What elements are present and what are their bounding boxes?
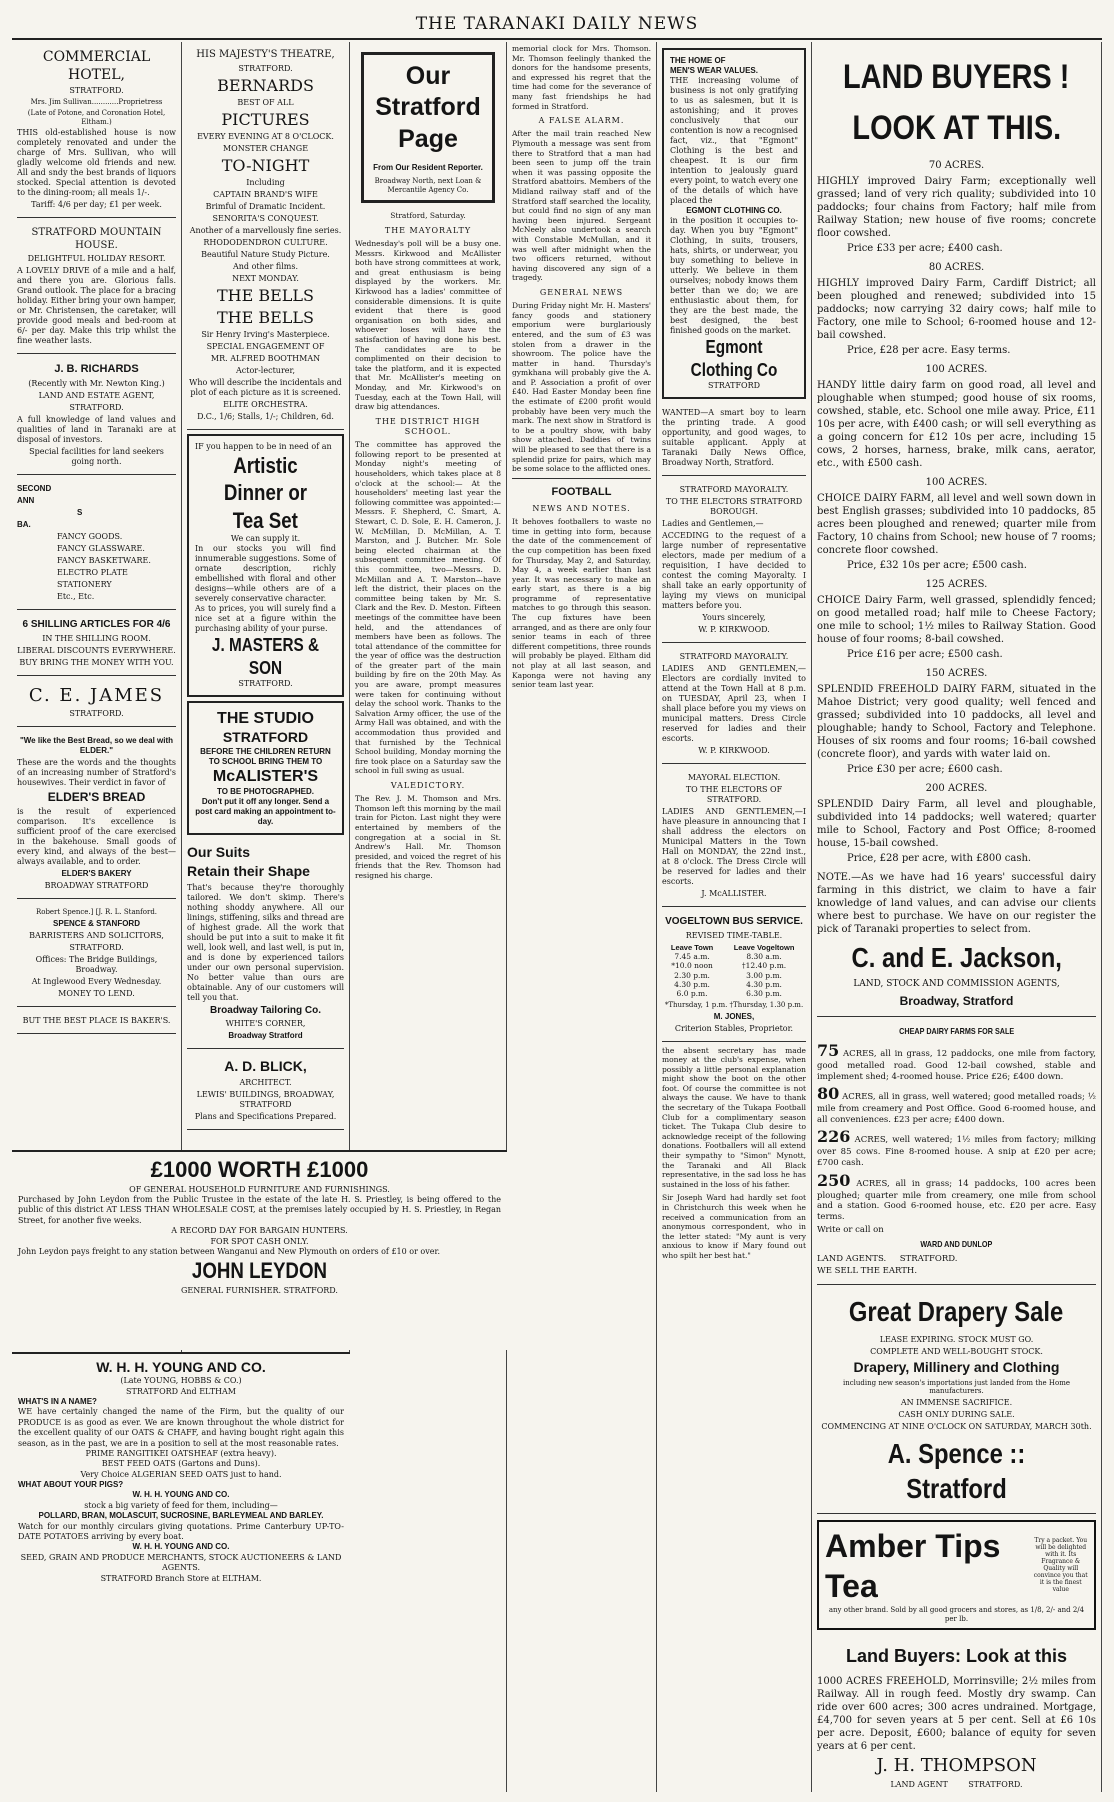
false-alarm-text: After the mail train reached New Plymouth a message was sent from there to Stratford that a man had been seen to jump off the train when it was passing opposite the Stratford abattoirs. Members of the Midland railway staff and of the Stratford staff searched the locality, but could find no sign of any man having been injured. Sergeant McNeely also undertook a search with Constable McMullan, and it was well after midnight when the two officers returned, without having discovered any sign of a tragedy. (512, 129, 651, 283)
theatre-captain: CAPTAIN BRAND'S WIFE (213, 189, 318, 199)
timetable-cell: 7.45 a.m. (674, 951, 710, 961)
farm-acres: 125 ACRES. (925, 579, 988, 590)
mountain-house-title: STRATFORD MOUNTAIN HOUSE. (31, 227, 162, 251)
masters-title-2: Tea Set (232, 507, 299, 533)
football-heading: FOOTBALL (551, 485, 612, 498)
james-title: C. E. JAMES (28, 684, 165, 706)
ward-article: Sir Joseph Ward had hardly set foot in Christchurch this week when he received a communication from an anonymous correspondent, who in the letter stated: "My aunt is very anxious to know if Mary found out who spilt her best hat." (662, 1193, 806, 1260)
young-feeds: POLLARD, BRAN, MOLASCUIT, SUCROSINE, BARLEYMEAL AND BARLEY. (38, 1511, 324, 1521)
thompson-ad (817, 1636, 1096, 1793)
leydon-freight: John Leydon pays freight to any station between Wanganui and New Plymouth on orders of £10 or over. (18, 1246, 440, 1256)
jackson-note: NOTE.—As we have had 16 years' successful dairy farming in this district, we claim to have a fair knowledge of land values, and can advise our clients where best to purchase. We have on our register the pick of Taranaki properties to select from. (817, 872, 1096, 935)
thompson-body: 1000 ACRES FREEHOLD, Morrinsville; 2½ miles from Railway. All in rough feed. Mostly dry swamp. Can ride over 600 acres; 300 acres undrained. Mortgage, £4,700 for seven years at 5 per cent. Sell at £6 10s per acre. Deposit, £600; balance of equity for seven years at 6 per cent. (817, 1676, 1096, 1752)
column-4 (507, 42, 657, 1792)
farm-listing (817, 261, 1096, 357)
elders-ad (17, 731, 176, 899)
drapery-lease: LEASE EXPIRING. STOCK MUST GO. (879, 1335, 1034, 1344)
young-q2: WHAT ABOUT YOUR PIGS? (18, 1480, 124, 1490)
masters-body2: As to prices, you will surely find a nice set at a figure within the purchasing ability of your purse. (195, 604, 336, 633)
farm-listing (817, 363, 1096, 470)
timetable-row (662, 971, 806, 980)
spence-offices: Offices: The Bridge Buildings, Broadway. (35, 954, 158, 974)
article-lead: memorial clock for Mrs. Thomson. Mr. Thomson feelingly thanked the donors for the handsome presents, and expressed his regret that the time had come for the severance of many fast friendships he had formed in Stratford. (512, 44, 651, 111)
ward-dunlop-place: STRATFORD. (899, 1253, 958, 1264)
timetable-cell: 8.30 a.m. (746, 951, 782, 961)
second-hand-line-3: S (77, 508, 83, 517)
theatre-reciter: Actor-lecturer, (235, 365, 295, 375)
theatre-including: Including (246, 177, 285, 187)
spence-inglewood: At Inglewood Every Wednesday. (31, 976, 162, 986)
studio-ad (187, 701, 344, 835)
kirkwood-head: STRATFORD MAYORALTY. (679, 485, 789, 494)
football-article: the absent secretary has made money at the club's expense, when possibly a little personal explanation might show the boot on the other foot. Of course the committee is not always the cause. We have to thank the secretary of the Tukapa Football Club for a complimentary season ticket. The Tukapa Club desire to acknowledge receipt of the following donations. Footballers will all extend their sympathy to "Simon" Mynott, the Taranaki and All Black representative, in the sad loss he has sustained in the loss of his father. (662, 1045, 806, 1189)
masters-place: STRATFORD. (238, 679, 293, 688)
second-hand-line-4: BA. (17, 520, 31, 529)
theatre-bernards: BERNARDS (217, 75, 314, 95)
amber-side: Try a packet. You will be delighted with it. Its Fragrance & Quality will convince you that it is the finest value (1033, 1537, 1088, 1593)
egmont-firm-inline: EGMONT CLOTHING CO. (686, 206, 782, 215)
drapery-complete: COMPLETE AND WELL-BOUGHT STOCK. (870, 1347, 1043, 1356)
farm-body: HIGHLY improved Dairy Farm, Cardiff District; all been ploughed and renewed; subdivided into 15 paddocks; now carrying 32 dairy cows; half mile to Factory, one mile to School; 6-roomed house and 12-bail cowshed. (817, 278, 1096, 341)
amber-sold: any other brand. Sold by all good grocers and stores, as 1/8, 2/- and 2/4 per lb. (828, 1606, 1085, 1623)
mcallister-head: MAYORAL ELECTION. (687, 773, 781, 782)
farm-listing (817, 476, 1096, 572)
farm-acres: 80 ACRES. (928, 262, 985, 273)
football-continued (662, 1046, 806, 1261)
cheap-item (817, 1127, 1096, 1168)
general-news-text: During Friday night Mr. H. Masters' fancy goods and stationery emporium were burglariously entered, and the sum of £3 was stolen from a drawer in the showroom. The police have the matter in hand. Thursday's gymkhana will probably give the A. and P. Association a profit of over £40. Had Easter Monday been fine the estimate of £200 profit would probably have been very much the mark. The next show in Stratford is to be a poultry show, with baby show attached. Daddies of twins will be pleased to see that there is a splendid prize for pairs, which may be some solace to the afflicted ones. (512, 301, 651, 474)
theatre-beautiful: Beautiful Nature Study Picture. (201, 249, 330, 259)
farm-price: Price, £28 per acre. Easy terms. (847, 345, 1011, 356)
farm-acres: 200 ACRES. (925, 783, 988, 794)
vogeltown-role: Criterion Stables, Proprietor. (674, 1023, 794, 1033)
theatre-other: And other films. (232, 261, 298, 271)
cheap-dairy-farms-ad (817, 1021, 1096, 1285)
vogeltown-name: M. JONES, (713, 1011, 755, 1021)
timetable-row (662, 980, 806, 989)
young-best: BEST FEED OATS (Gartons and Duns). (101, 1459, 261, 1469)
thompson-role (817, 1780, 1096, 1790)
young-prime: PRIME RANGITIKEI OATSHEAF (extra heavy). (85, 1448, 277, 1458)
masthead (12, 6, 1102, 40)
shilling-room-ad (17, 614, 176, 676)
theatre-place: STRATFORD. (238, 63, 293, 73)
farm-body: SPLENDID Dairy Farm, all level and ploughable, subdivided into 14 paddocks; well watered; quarter mile to School, Factory and Post Office; 8-roomed house, 15-bail cowshed. (817, 799, 1096, 849)
ward-dunlop-firm: WARD AND DUNLOP (920, 1239, 993, 1250)
theatre-irving: Sir Henry Irving's Masterpiece. (201, 329, 330, 339)
ward-dunlop-agents-label: LAND AGENTS. (817, 1253, 887, 1264)
fancy-item: ELECTRO PLATE (57, 568, 128, 577)
studio-place: STRATFORD (222, 729, 309, 745)
school-text: The committee has approved the following report to be presented at Monday night's meeting of householders, which takes place at 8 o'clock at the school:— At the householders' meeting last year the following committee was appointed:—Messrs. F. Shepherd, C. Smart, A. Stewart, C. D. Sole, E. H. Cameron, J. W. McMillan, D. McMillan, A. T. Marston, and J. Butcher. Mr. Sole being elected chairman at the subsequent committee meeting. Of this committee, two—Messrs. D. McMillan and A. T. Marston—have left the district, their places on the committee being taken by Mr. S. Clark and the Rev. D. Meston. Fifteen meetings of the committee have been held, and the attendances of members have been as follows. The total attendance of the committee for the year of office was the destruction of the greater part of the main building by fire on the 20th May. As you are aware, prompt measures were taken for continuing without delay the school work. Thanks to the Salvation Army officer, the use of the Army Hall was obtained, and with the accommodation thus provided and that furnished by the Technical School building, Monday morning the fire took place on a Saturday saw the school in full swing as usual. (355, 440, 501, 776)
shilling-sub: IN THE SHILLING ROOM. (42, 633, 151, 643)
young-co-ad (12, 1352, 350, 1792)
cheap-item (817, 1041, 1096, 1082)
fancy-item: Etc., Etc. (57, 592, 95, 601)
egmont-body2: in the position it occupies to-day. When you buy "Egmont" Clothing, in suits, trousers, hats, shirts, or underwear, you buy something to believe in utterly. We believe in them ourselves; nobody knows them better than we do; we are enthusiastic about them, for they are the best made, the best designed, the best finished goods on the market. (670, 216, 798, 335)
fancy-item: FANCY GOODS. (57, 532, 123, 541)
kirkwood-body: ACCEDING to the request of a large number of representative electors, made per medium of a requisition, I have decided to contest the coming Mayoralty. I shall take an early opportunity of laying my views on municipal matters before you. (662, 531, 806, 610)
theatre-ad (187, 44, 344, 430)
timetable-col-a: Leave Town (670, 942, 714, 952)
hotel-proprietor-note: (Late of Potone, and Coronation Hotel, Eltham.) (27, 108, 166, 126)
blick-role: ARCHITECT. (239, 1077, 292, 1087)
kirkwood-meeting-ad (662, 647, 806, 764)
theatre-bells-1: THE BELLS (216, 285, 315, 305)
bakers-text: BUT THE BEST PLACE IS BAKER'S. (22, 1015, 171, 1025)
cheap-item-acres: 75 (817, 1040, 840, 1060)
amber-title: Amber Tips Tea (825, 1528, 1001, 1604)
fancy-item: FANCY GLASSWARE. (57, 544, 145, 553)
leydon-record: A RECORD DAY FOR BARGAIN HUNTERS. (171, 1226, 348, 1236)
fancy-item: FANCY BASKETWARE. (57, 556, 151, 565)
masters-supply: We can supply it. (230, 534, 301, 543)
general-news-heading: GENERAL NEWS (539, 287, 624, 297)
young-title: W. H. H. YOUNG AND CO. (96, 1359, 266, 1375)
jackson-addr: Broadway, Stratford (899, 994, 1014, 1009)
blick-addr: LEWIS' BUILDINGS, BROADWAY, STRATFORD (196, 1089, 335, 1109)
second-hand-line-1: SECOND (17, 484, 52, 493)
theatre-another: Another of a marvellously fine series. (189, 225, 342, 235)
theatre-prices: D.C., 1/6; Stalls, 1/-; Children, 6d. (197, 411, 334, 421)
richards-ad (17, 358, 176, 475)
mountain-house-body: A LOVELY DRIVE of a mile and a half, and there you are. Glorious falls. Grand outlook. The place for a bracing holiday. Either bring your own hamper, or Mr. Christensen, the caretaker, will provide good meals and bed-room at 6/- per day. Make this trip whilst the fine weather lasts. (17, 266, 176, 346)
timetable-cell: 4.30 p.m. (746, 980, 782, 989)
thompson-role-label: LAND AGENT (890, 1779, 948, 1789)
timetable-cell: 4.30 p.m. (674, 980, 710, 989)
column-6 (812, 42, 1102, 1792)
young-places: STRATFORD And ELTHAM (126, 1386, 236, 1396)
studio-title: THE STUDIO (217, 710, 314, 727)
theatre-elite: ELITE ORCHESTRA. (223, 399, 308, 409)
farm-acres: 150 ACRES. (925, 668, 988, 679)
spence-names: Robert Spence.] [J. R. L. Stanford. (35, 908, 158, 916)
drapery-sacrifice: AN IMMENSE SACRIFICE. (900, 1398, 1013, 1407)
studio-line3: Don't put it off any longer. Send a post card making an appointment to-day. (195, 796, 336, 826)
kirkwood-ad (662, 480, 806, 643)
wanted-text: WANTED—A smart boy to learn the printing trade. A good opportunity, and good wages, to suitable applicant. Apply at Taranaki Daily News Office, Broadway North, Stratford. (662, 408, 806, 467)
theatre-brimful: Brimful of Dramatic Incident. (205, 201, 326, 211)
egmont-place: STRATFORD (707, 381, 761, 390)
false-alarm-heading: A FALSE ALARM. (538, 116, 625, 126)
timetable-row (662, 952, 806, 961)
theatre-tonight: TO-NIGHT (221, 155, 310, 175)
leydon-name: JOHN LEYDON (191, 1258, 328, 1284)
spence-firm: SPENCE & STANFORD (53, 918, 140, 928)
timetable-row (662, 989, 806, 998)
columns (12, 42, 1102, 1792)
farm-price: Price, £32 10s per acre; £500 cash. (847, 560, 1027, 571)
vogeltown-head: VOGELTOWN BUS SERVICE. (665, 916, 803, 927)
theatre-best: BEST OF ALL (237, 97, 294, 107)
vogeltown-note: *Thursday, 1 p.m. †Thursday, 1.30 p.m. (664, 1000, 804, 1009)
farm-body: CHOICE DAIRY FARM, all level and well sown down in best English grasses; subdivided into 10 paddocks, 85 acres been ploughed and renewed; quarter mile from Factory, 10 chains from School; new house of 7 rooms; concrete floor cowshed. (817, 493, 1096, 556)
stratford-page-title: Our Stratford Page (375, 62, 481, 153)
theatre-senorita: SENORITA'S CONQUEST. (212, 213, 319, 223)
blick-ad (187, 1053, 344, 1130)
vogeltown-revised: REVISED TIME-TABLE. (685, 930, 783, 940)
shilling-line1: LIBERAL DISCOUNTS EVERYWHERE. (17, 645, 176, 655)
stratford-page-addr: Broadway North, next Loan & Mercantile Agency Co. (374, 176, 482, 194)
farm-price: Price £33 per acre; £400 cash. (847, 243, 1003, 254)
ward-dunlop-sell: WE SELL THE EARTH. (817, 1266, 918, 1277)
egmont-body: THE increasing volume of business is not only gratifying to us as salesmen, but it is astonishing; and it proves conclusively that our contention is now a recognised fact, viz., that "Egmont" Clothing is the best and cheapest. It is our firm intention to jealously guard every point, to watch every one of the details of which have placed the (670, 76, 798, 205)
article-stratford (355, 211, 501, 880)
timetable-cell: *10.0 noon (671, 961, 713, 971)
school-heading: THE DISTRICT HIGH SCHOOL. (375, 416, 481, 436)
elders-body2: is the result of experienced comparison. It's excellence is sufficient proof of the care exercised in the bakehouse. Small goods of every kind, and always of the best—always available, and to order. (17, 807, 176, 866)
kirkwood-to: TO THE ELECTORS STRATFORD BOROUGH. (665, 497, 803, 516)
young-algerian: Very Choice ALGERIAN SEED OATS just to hand. (80, 1469, 282, 1479)
farm-acres: 70 ACRES. (928, 160, 985, 171)
leydon-body: Purchased by John Leydon from the Public Trustee in the estate of the late H. S. Priestley, is being offered to the public of this district AT LESS THAN WHOLESALE COST, at the premises lately occupied by H. S. Priestley, in Regan Street, for another five weeks. (18, 1194, 501, 1225)
jackson-sub: LAND, STOCK AND COMMISSION AGENTS, (853, 979, 1060, 989)
theatre-rhododendron: RHODODENDRON CULTURE. (203, 237, 328, 247)
richards-note: Special facilities for land seekers going north. (29, 447, 164, 466)
shilling-line2: BUY BRING THE MONEY WITH YOU. (19, 657, 174, 667)
farm-body: CHOICE Dairy Farm, well grassed, splendidly fenced; on good metalled road; half mile to Cheese Factory; one mile to school; 1½ miles to Railway Station. Good house of four rooms; 8-bail cowshed. (817, 595, 1096, 645)
mayoralty-text: Wednesday's poll will be a busy one. Messrs. Kirkwood and McAllister both have strong committees at work, and great enthusiasm is being displayed by the workers. Mr. Kirkwood has a ladies' committee of considerable dimensions. It is quite evident that there is good organisation on both sides, and whoever loses will have the satisfaction of having done his best. The candidates are to be complimented on their decision to take the platform, and it is expected that Mr. McAllister's meeting on Monday, and Mr. Kirkwood's on Tuesday, each at the Town Hall, will draw big attendances. (355, 239, 501, 412)
farm-acres: 100 ACRES. (925, 477, 988, 488)
young-stock: stock a big variety of feed for them, including— (84, 1500, 278, 1510)
farm-listing (817, 782, 1096, 865)
egmont-firm: Egmont Clothing Co (690, 337, 778, 380)
leydon-furniture-ad (12, 1150, 507, 1350)
elders-quote: "We like the Best Bread, so we deal with ELDER." (19, 736, 174, 755)
richards-body: A full knowledge of land values and qualities of land in Taranaki are at disposal of investors. (17, 415, 176, 444)
blick-name: A. D. BLICK, (224, 1058, 307, 1074)
wanted-ad (662, 403, 806, 476)
tailoring-corner: WHITE'S CORNER, (225, 1019, 306, 1028)
young-branch: STRATFORD Branch Store at ELTHAM. (100, 1573, 262, 1583)
masters-ad (187, 434, 344, 698)
masters-intro: IF you happen to be in need of an (195, 441, 332, 451)
theatre-pictures: PICTURES (221, 109, 310, 129)
james-place: STRATFORD. (69, 709, 124, 718)
tailoring-ad (187, 839, 344, 1050)
farm-listing (817, 578, 1096, 661)
cheap-item-text: ACRES, well watered; 1½ miles from factory; milking over 85 cows. Fine 8-roomed house. A snip at £20 per acre; £700 cash. (817, 1135, 1096, 1168)
hotel-proprietor: Mrs. Jim Sullivan............Proprietress (30, 98, 163, 106)
hotel-title: COMMERCIAL HOTEL, (42, 49, 151, 83)
egmont-clothing-ad (662, 48, 806, 399)
land-buyers-line-2: LOOK AT THIS. (852, 108, 1061, 147)
timetable-cell: 6.30 p.m. (746, 989, 782, 999)
cheap-item-text: ACRES, all in grass; 14 paddocks, 100 acres been ploughed; quarter mile from creamery, one mile from school and a station. Good 6-roomed house, etc. £20 per acre. Easy terms. (817, 1178, 1097, 1222)
young-role: SEED, GRAIN AND PRODUCE MERCHANTS, STOCK AUCTIONEERS & LAND AGENTS. (20, 1552, 342, 1573)
theatre-next-monday: NEXT MONDAY. (232, 273, 299, 283)
mountain-house-ad (17, 222, 176, 354)
elders-addr: BROADWAY STRATFORD (44, 881, 149, 890)
spence-role: BARRISTERS AND SOLICITORS, (29, 930, 164, 940)
farm-body: HANDY little dairy farm on good road, all level and ploughable when stumped; good house of six rooms, cowshed, stable, etc. School one mile away. Price, £11 10s per acre, with £400 cash; or will sell everything as a going concern for £12 10s per acre, including 15 cows, 2 horses, harness, brake, milk cans, aerator, etc., with £500 cash. (817, 380, 1096, 469)
theatre-describe: Who will describe the incidentals and plot of each picture as it is screened. (189, 377, 342, 397)
timetable-cell: 6.0 p.m. (676, 989, 708, 999)
farm-listing (817, 667, 1096, 776)
cheap-item-acres: 250 (817, 1170, 851, 1190)
masters-firm: J. MASTERS & SON (211, 635, 320, 678)
timetable-cell: †12.40 p.m. (741, 961, 787, 971)
column-5 (657, 42, 812, 1792)
jackson-title: C. and E. Jackson, (851, 942, 1062, 973)
mcallister-to: TO THE ELECTORS OF STRATFORD. (685, 785, 783, 804)
theatre-boothman: MR. ALFRED BOOTHMAN (210, 353, 321, 363)
blick-plans: Plans and Specifications Prepared. (194, 1111, 337, 1121)
drapery-cash: CASH ONLY DURING SALE. (898, 1410, 1015, 1419)
timetable-header (662, 943, 806, 952)
young-late: (Late YOUNG, HOBBS & CO.) (120, 1376, 242, 1386)
theatre-bells-2: THE BELLS (216, 307, 315, 327)
egmont-head-1: THE HOME OF (670, 56, 726, 65)
theatre-special: SPECIAL ENGAGEMENT OF (206, 341, 325, 351)
masters-body: In our stocks you will find innumerable suggestions. Some of ornate description, richly embellished with floral and other designs—while others are of a severely conservative character. (195, 544, 336, 603)
egmont-head-2: MEN'S WEAR VALUES. (670, 66, 758, 75)
theatre-title: HIS MAJESTY'S THEATRE, (196, 49, 335, 60)
theatre-monster: MONSTER CHANGE (222, 143, 309, 153)
young-name-3: W. H. H. YOUNG AND CO. (132, 1542, 230, 1552)
commercial-hotel-ad (17, 44, 176, 218)
tailoring-head-1: Our Suits (187, 843, 251, 860)
spence-stanford-ad (17, 903, 176, 1007)
leydon-head: £1000 WORTH £1000 (150, 1157, 369, 1182)
farm-price: Price, £28 per acre, with £800 cash. (847, 853, 1032, 864)
article-dateline: Stratford, Saturday. (390, 211, 466, 221)
timetable (662, 943, 806, 999)
farm-price: Price £16 per acre; £500 cash. (847, 649, 1003, 660)
land-buyers-line-1: LAND BUYERS ! (843, 58, 1070, 96)
cheap-write: Write or call on (817, 1224, 884, 1235)
studio-name: McALISTER'S (212, 767, 319, 785)
ward-dunlop-agents (817, 1254, 1096, 1265)
theatre-evening: EVERY EVENING AT 8 O'CLOCK. (197, 131, 334, 141)
cheap-item-acres: 226 (817, 1127, 851, 1147)
hotel-place: STRATFORD. (69, 86, 124, 95)
thompson-name: J. H. THOMPSON (876, 1755, 1037, 1776)
farm-body: SPLENDID FREEHOLD DAIRY FARM, situated in the Mahoe District; very good quality; well fenced and grassed; subdivided into 10 paddocks, all level and ploughable; handy to School, Factory and Telephone. Houses of six rooms and four rooms; 16-bail cowshed (concrete floor), and yards with water laid on. (817, 684, 1096, 760)
cheap-item-text: ACRES, all in grass, well watered; good metalled roads; ½ mile from creamery and Post Office. Good 6-roomed house, and all conveniences. £23 per acre; £400 down. (817, 1092, 1096, 1125)
tailoring-firm: Broadway Tailoring Co. (210, 1004, 321, 1016)
land-buyers-ad (817, 44, 1096, 1017)
kirkwood-name: W. P. KIRKWOOD. (698, 625, 770, 634)
fancy-item: STATIONERY (57, 580, 112, 589)
bakers-ad (17, 1011, 176, 1034)
tailoring-addr: Broadway Stratford (228, 1031, 303, 1040)
farm-acres: 100 ACRES. (925, 364, 988, 375)
valedictory-text: The Rev. J. M. Thomson and Mrs. Thomson left this morning by the mail train for Picton. Last night they were entertained by members of the congregation at a social in St. Andrew's Hall. Mr. Thomson presided, and voiced the regret of his friends that the Rev. Thomson had resigned his charge. (355, 794, 501, 880)
cheap-item (817, 1171, 1096, 1223)
kirkwood2-name: W. P. KIRKWOOD. (698, 746, 770, 755)
mcallister-ad (662, 768, 806, 907)
divider (512, 478, 651, 479)
farm-price: Price £30 per acre; £600 cash. (847, 764, 1003, 775)
richards-title: J. B. RICHARDS (54, 363, 139, 376)
studio-line2: TO BE PHOTOGRAPHED. (216, 786, 315, 796)
kirkwood2-body: LADIES AND GENTLEMEN,—Electors are cordially invited to attend at the Town Hall at 8 p.m. on TUESDAY, April 23, when I shall place before you my views on municipal matters. Dress Circle reserved for ladies and their escorts. (662, 664, 806, 743)
leydon-sub: OF GENERAL HOUSEHOLD FURNITURE AND FURNISHINGS. (129, 1184, 390, 1194)
stratford-page-sub: From Our Resident Reporter. (373, 162, 483, 172)
young-name-2: W. H. H. YOUNG AND CO. (132, 1490, 230, 1500)
leydon-role: GENERAL FURNISHER. STRATFORD. (181, 1285, 338, 1295)
tailoring-head-2: Retain their Shape (187, 863, 310, 879)
farm-body: HIGHLY improved Dairy Farm; exceptionally well grassed; land of very rich quality; subdivided into 10 paddocks; four chains from Factory; half mile from Railway Station; new house of five rooms; concrete floor cowshed. (817, 176, 1096, 239)
drapery-firm: A. Spence :: Stratford (887, 1438, 1026, 1504)
elders-title: ELDER'S BREAD (47, 790, 146, 804)
stratford-page-banner (361, 52, 495, 203)
richards-role: LAND AND ESTATE AGENT, (38, 391, 155, 400)
masthead-title: THE TARANAKI DAILY NEWS (415, 14, 699, 34)
cheap-item-text: ACRES, all in grass, 12 paddocks, one mile from factory, good metalled road. Good 12-bail cowshed, stable and implement shed; 4-roomed house. Price £26; £400 down. (817, 1048, 1096, 1082)
mcallister-body: LADIES AND GENTLEMEN,—I have pleasure in announcing that I shall address the electors on Municipal Matters in the Town Hall on MONDAY, the 22nd inst., at 8 o'clock. The Dress Circle will be reserved for ladies and their escorts. (662, 807, 806, 886)
richards-sub: (Recently with Mr. Newton King.) (28, 379, 165, 388)
elders-body: These are the words and the thoughts of an increasing number of Stratford's housewives. Their verdict in favor of (17, 758, 176, 787)
thompson-head: Land Buyers: Look at this (845, 1645, 1068, 1666)
column-3 (350, 42, 507, 1792)
amber-tips-tea-ad (817, 1520, 1096, 1630)
farm-list (817, 159, 1096, 865)
timetable-cell: 3.00 p.m. (746, 970, 782, 980)
kirkwood2-head: STRATFORD MAYORALTY. (679, 652, 789, 661)
young-body1: WE have certainly changed the name of the Firm, but the quality of our PRODUCE is as good as ever. We are known throughout the whole district for the excellent quality of our OATS & CHAFF, and having bought right again this season, as in the past, we are in a position to sell at the most reasonable rates. (18, 1407, 344, 1448)
second-hand-line-2: ANN (17, 496, 35, 505)
thompson-place: STRATFORD. (968, 1779, 1023, 1789)
masters-title-1: Artistic Dinner or (223, 452, 308, 505)
timetable-col-b: Leave Vogeltown (733, 942, 795, 952)
kirkwood-sign: Yours sincerely, (702, 613, 766, 622)
farm-listing (817, 159, 1096, 255)
mayoralty-heading: THE MAYORALTY (384, 225, 472, 235)
elders-bakery: ELDER'S BAKERY (61, 869, 132, 878)
cheap-head: CHEAP DAIRY FARMS FOR SALE (898, 1026, 1015, 1037)
drapery-including: including new season's importations just landed from the Home manufacturers. (842, 1378, 1071, 1396)
vogeltown-bus-ad (662, 911, 806, 1042)
cheap-item-acres: 80 (817, 1084, 840, 1104)
hotel-body: THIS old-established house is now completely renovated and under the charge of Mrs. Sullivan, who will gladly welcome old friends and new. All and sndy the best brands of liquors stocked. Special attention is devoted to the dining-room; all meals 1/-. (17, 128, 176, 198)
cheap-item (817, 1084, 1096, 1125)
tailoring-body: That's because they're thoroughly tailored. We don't skimp. There's nothing shoddy anywhere. All our linings, stiffening, silks and thread are of highest grade. All the work that should be put into a suit to make it fit well, look well, and last well, is put in, and is done by experienced tailors under our own personal supervision. No better value than ours are obtainable. Any of our customers will tell you that. (187, 882, 344, 1002)
mountain-house-sub: DELIGHTFUL HOLIDAY RESORT. (27, 254, 166, 264)
studio-line1: BEFORE THE CHILDREN RETURN TO SCHOOL BRING THEM TO (200, 746, 331, 766)
mcallister-name: J. McALLISTER. (701, 889, 767, 898)
article-continued (512, 44, 651, 690)
football-text: It behoves footballers to waste no time in getting into form, because the date of the commencement of the cup competition has been fixed for Thursday, May 2, and Saturday, May 4, a week earlier than last year. It was necessary to make an early start, as there is a big programme of representative matches to go through this season. The cup fixtures have been arranged, and as there are only four senior teams in each of three different competitions, three rounds will probably be played. Eltham did not play at all last season, and Kaponga were not having any senior team last year. (512, 517, 651, 690)
shilling-text: 6 SHILLING ARTICLES FOR 4/6 (22, 619, 171, 630)
second-hand-ad (17, 479, 176, 610)
spence-money: MONEY TO LEND. (58, 988, 135, 998)
hotel-tariff: Tariff: 4/6 per day; £1 per week. (31, 200, 162, 210)
kirkwood-greet: Ladies and Gentlemen,— (662, 519, 764, 528)
spence-place: STRATFORD. (69, 942, 124, 952)
drapery-title: Great Drapery Sale (849, 1296, 1064, 1327)
timetable-cell: 2.30 p.m. (674, 970, 710, 980)
football-sub: NEWS AND NOTES. (532, 503, 631, 513)
drapery-sale-ad (817, 1289, 1096, 1514)
drapery-commencing: COMMENCING AT NINE O'CLOCK ON SATURDAY, MARCH 30th. (821, 1422, 1092, 1431)
valedictory-heading: VALEDICTORY. (390, 781, 466, 791)
young-q1: WHAT'S IN A NAME? (18, 1396, 97, 1406)
james-ad (17, 680, 176, 728)
drapery-dmc: Drapery, Millinery and Clothing (853, 1359, 1060, 1375)
richards-place: STRATFORD. (69, 403, 124, 412)
leydon-spot: FOR SPOT CASH ONLY. (210, 1236, 309, 1246)
young-watch: Watch for our monthly circulars giving quotations. Prime Canterbury UP-TO-DATE POTATOES arriving by every boat. (18, 1521, 344, 1542)
timetable-row (662, 961, 806, 970)
